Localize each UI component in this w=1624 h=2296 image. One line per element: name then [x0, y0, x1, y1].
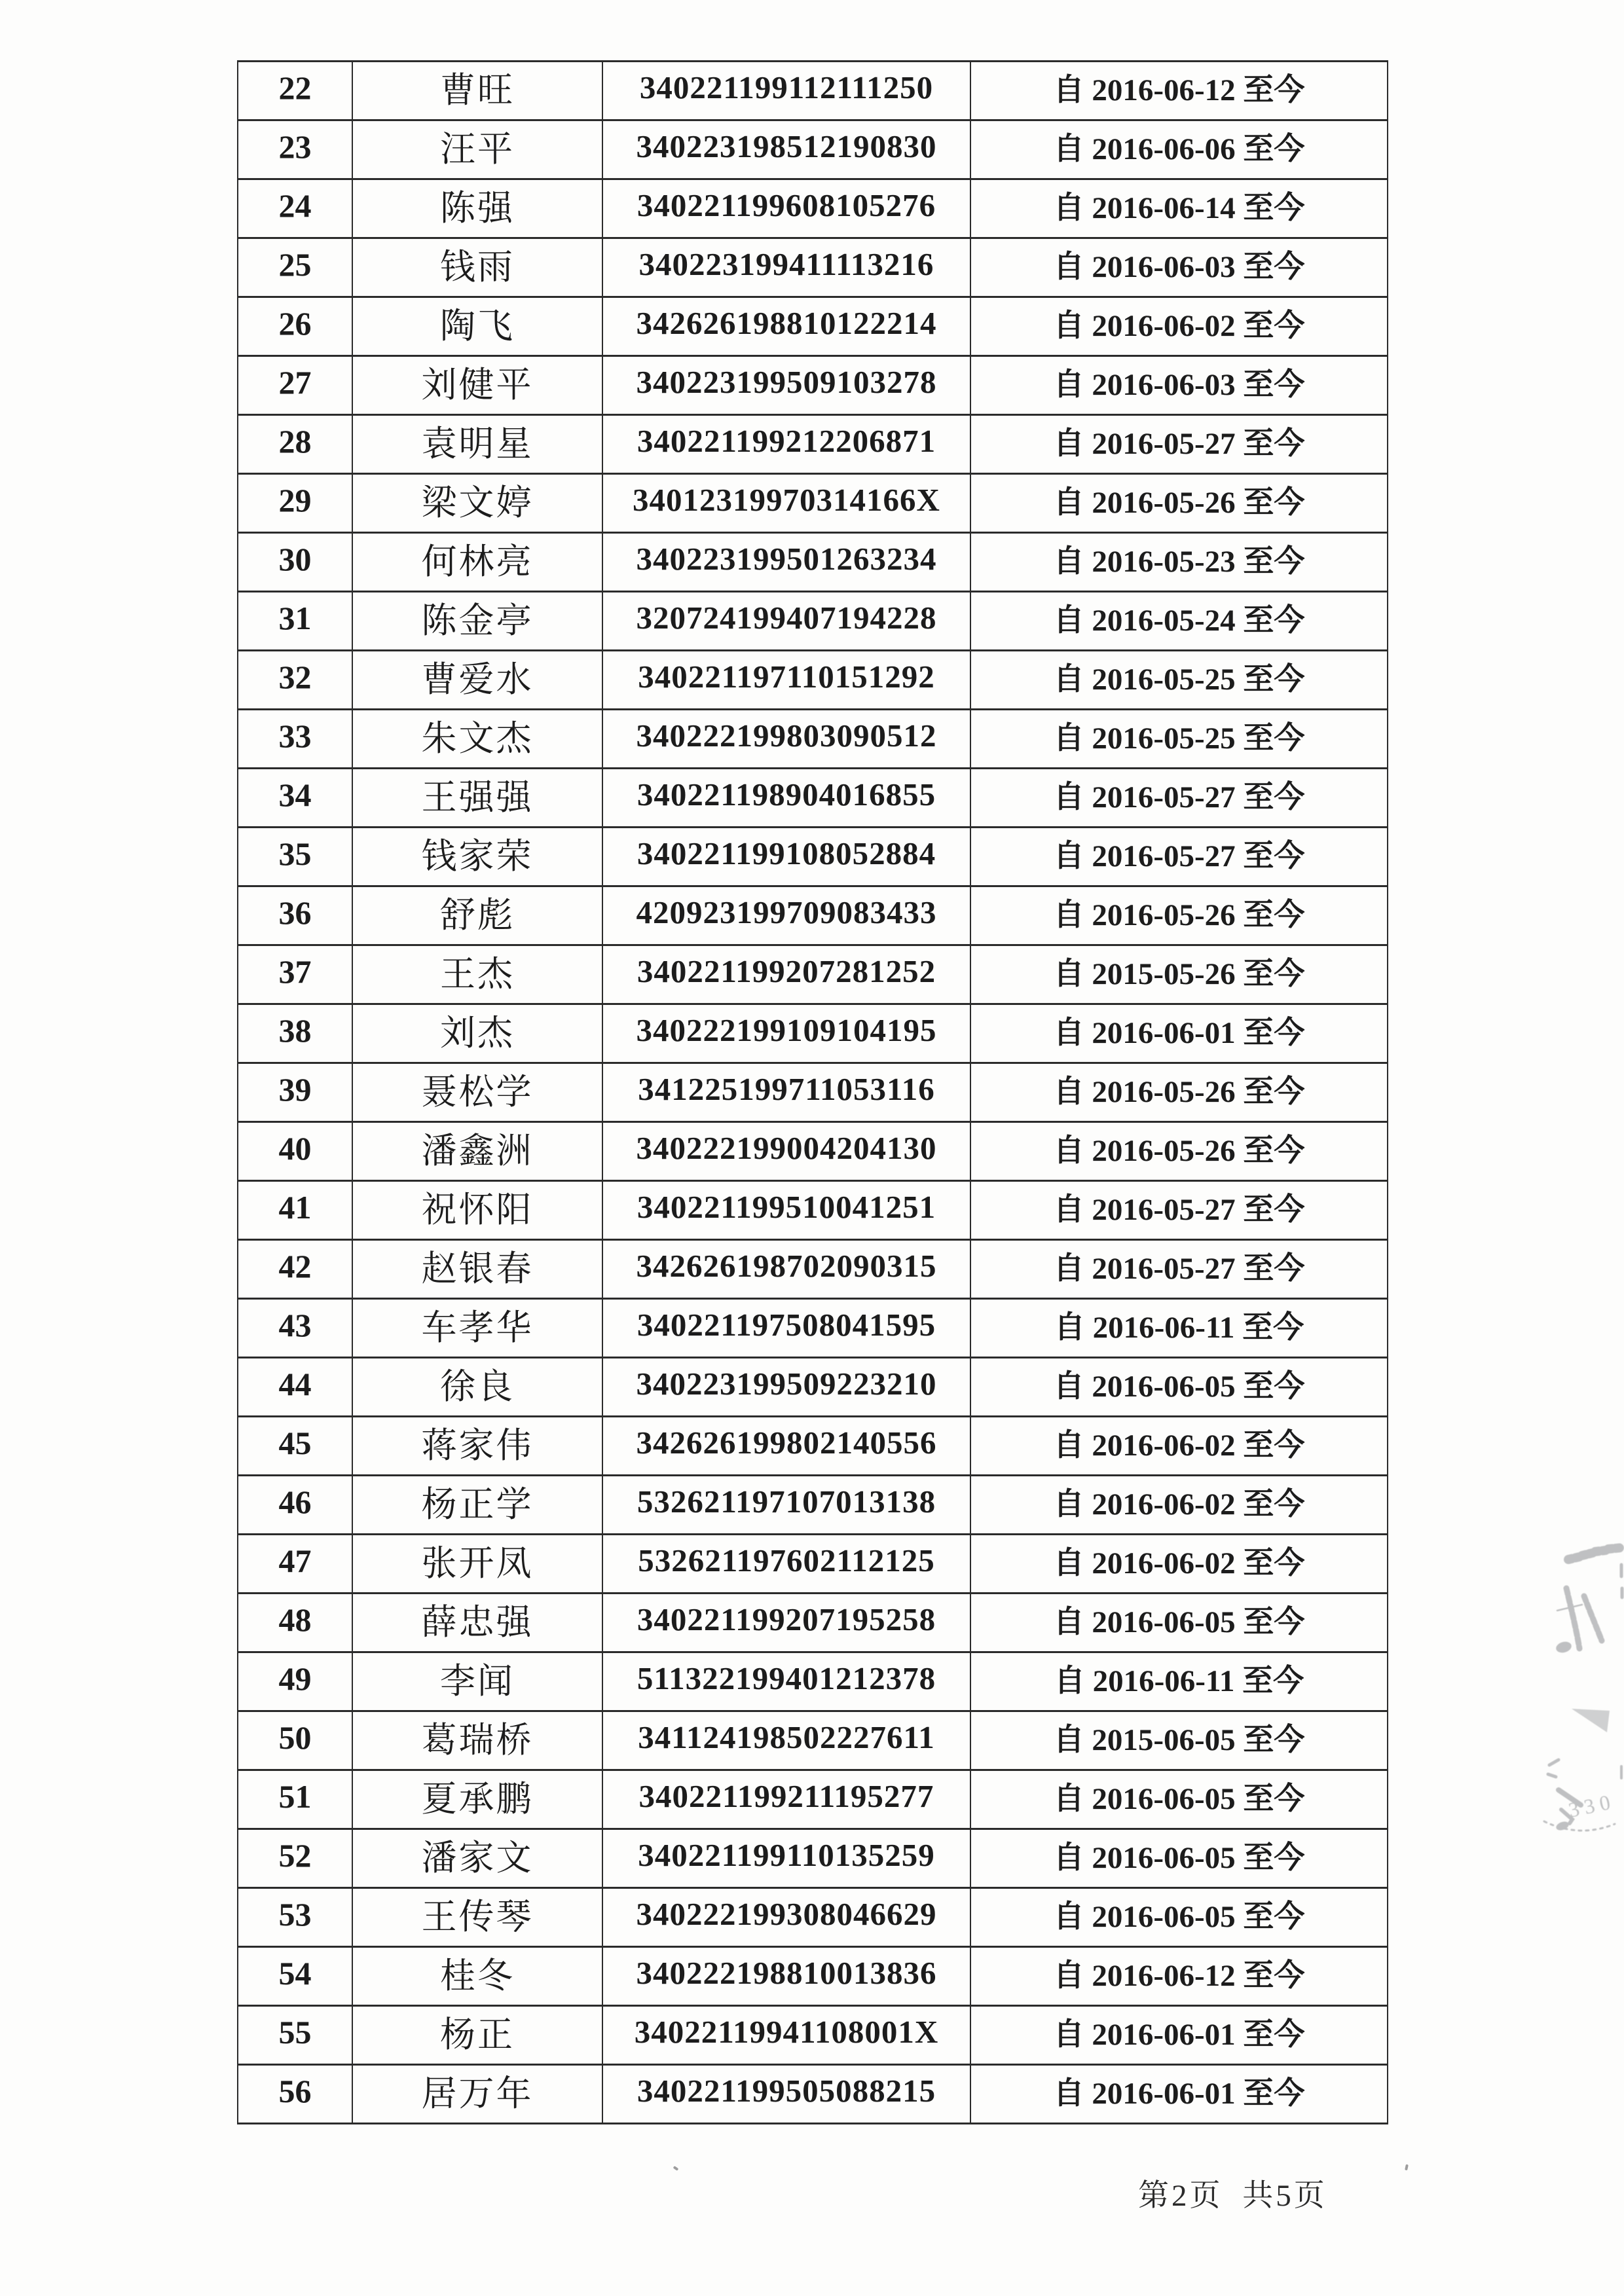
cell-id-number: 340222199803090512	[602, 710, 970, 769]
cell-person-name: 汪平	[352, 120, 602, 179]
cell-validity-period: 自 2016-05-26 至今	[970, 1122, 1388, 1181]
cell-validity-period: 自 2016-05-25 至今	[970, 710, 1388, 769]
cell-validity-period: 自 2016-05-27 至今	[970, 415, 1388, 474]
cell-validity-period: 自 2016-06-11 至今	[970, 1299, 1388, 1358]
table-row	[238, 474, 1388, 533]
table-row	[238, 769, 1388, 828]
cell-person-name: 钱雨	[352, 238, 602, 297]
cell-id-number: 340221199211195277	[602, 1770, 970, 1829]
table-row	[238, 1299, 1388, 1358]
cell-validity-period: 自 2015-06-05 至今	[970, 1711, 1388, 1770]
cell-id-number: 340223198512190830	[602, 120, 970, 179]
cell-validity-period: 自 2016-05-25 至今	[970, 651, 1388, 710]
table-row	[238, 1652, 1388, 1711]
cell-validity-period: 自 2016-06-14 至今	[970, 179, 1388, 238]
cell-row-number: 35	[238, 828, 352, 886]
cell-row-number: 32	[238, 651, 352, 710]
cell-person-name: 朱文杰	[352, 710, 602, 769]
stamp-number-text: 330	[1566, 1789, 1617, 1822]
cell-validity-period: 自 2016-06-01 至今	[970, 1004, 1388, 1063]
cell-id-number: 34012319970314166X	[602, 474, 970, 533]
cell-validity-period: 自 2016-06-02 至今	[970, 1417, 1388, 1476]
cell-row-number: 28	[238, 415, 352, 474]
cell-person-name: 钱家荣	[352, 828, 602, 886]
table-row	[238, 2065, 1388, 2124]
scan-speck	[1405, 2164, 1409, 2171]
cell-row-number: 46	[238, 1476, 352, 1535]
table-row	[238, 1122, 1388, 1181]
cell-id-number: 532621197602112125	[602, 1535, 970, 1594]
table-row	[238, 945, 1388, 1004]
cell-id-number: 511322199401212378	[602, 1652, 970, 1711]
cell-row-number: 40	[238, 1122, 352, 1181]
table-row	[238, 1358, 1388, 1417]
table-row	[238, 1947, 1388, 2006]
cell-person-name: 蒋家伟	[352, 1417, 602, 1476]
cell-person-name: 潘鑫洲	[352, 1122, 602, 1181]
cell-validity-period: 自 2016-05-27 至今	[970, 1240, 1388, 1299]
cell-person-name: 王强强	[352, 769, 602, 828]
cell-person-name: 张开凤	[352, 1535, 602, 1594]
cell-id-number: 340221199608105276	[602, 179, 970, 238]
cell-person-name: 赵银春	[352, 1240, 602, 1299]
cell-row-number: 41	[238, 1181, 352, 1240]
cell-person-name: 陈强	[352, 179, 602, 238]
cell-row-number: 23	[238, 120, 352, 179]
cell-row-number: 43	[238, 1299, 352, 1358]
cell-id-number: 341124198502227611	[602, 1711, 970, 1770]
cell-row-number: 54	[238, 1947, 352, 2006]
cell-id-number: 420923199709083433	[602, 886, 970, 945]
table-row	[238, 1829, 1388, 1888]
cell-person-name: 王传琴	[352, 1888, 602, 1947]
cell-validity-period: 自 2016-05-27 至今	[970, 1181, 1388, 1240]
table-row	[238, 356, 1388, 415]
cell-validity-period: 自 2016-06-05 至今	[970, 1358, 1388, 1417]
cell-validity-period: 自 2016-06-11 至今	[970, 1652, 1388, 1711]
cell-row-number: 56	[238, 2065, 352, 2124]
cell-validity-period: 自 2016-06-01 至今	[970, 2065, 1388, 2124]
cell-row-number: 30	[238, 533, 352, 592]
cell-validity-period: 自 2016-06-05 至今	[970, 1888, 1388, 1947]
cell-person-name: 杨正	[352, 2006, 602, 2065]
table-row	[238, 651, 1388, 710]
scan-speck	[673, 2166, 679, 2171]
cell-person-name: 聂松学	[352, 1063, 602, 1122]
cell-row-number: 52	[238, 1829, 352, 1888]
cell-id-number: 340221199108052884	[602, 828, 970, 886]
table-row	[238, 533, 1388, 592]
table-row	[238, 2006, 1388, 2065]
table-row	[238, 592, 1388, 651]
cell-row-number: 33	[238, 710, 352, 769]
cell-id-number: 342626198702090315	[602, 1240, 970, 1299]
cell-validity-period: 自 2016-06-12 至今	[970, 1947, 1388, 2006]
cell-person-name: 陈金亭	[352, 592, 602, 651]
cell-validity-period: 自 2016-06-02 至今	[970, 1535, 1388, 1594]
cell-id-number: 340222198810013836	[602, 1947, 970, 2006]
cell-id-number: 340221197110151292	[602, 651, 970, 710]
cell-validity-period: 自 2016-06-01 至今	[970, 2006, 1388, 2065]
cell-person-name: 李闻	[352, 1652, 602, 1711]
cell-validity-period: 自 2016-06-05 至今	[970, 1594, 1388, 1652]
cell-validity-period: 自 2016-05-26 至今	[970, 886, 1388, 945]
table-row	[238, 1770, 1388, 1829]
cell-person-name: 何林亮	[352, 533, 602, 592]
cell-person-name: 舒彪	[352, 886, 602, 945]
cell-row-number: 51	[238, 1770, 352, 1829]
cell-row-number: 37	[238, 945, 352, 1004]
cell-validity-period: 自 2016-05-24 至今	[970, 592, 1388, 651]
cell-id-number: 342626198810122214	[602, 297, 970, 356]
cell-validity-period: 自 2016-06-03 至今	[970, 238, 1388, 297]
cell-person-name: 陶飞	[352, 297, 602, 356]
cell-id-number: 340221199110135259	[602, 1829, 970, 1888]
cell-validity-period: 自 2016-06-02 至今	[970, 297, 1388, 356]
cell-row-number: 29	[238, 474, 352, 533]
table-row	[238, 1004, 1388, 1063]
table-row	[238, 179, 1388, 238]
table-row	[238, 1535, 1388, 1594]
cell-validity-period: 自 2016-06-05 至今	[970, 1770, 1388, 1829]
cell-id-number: 342626199802140556	[602, 1417, 970, 1476]
cell-row-number: 42	[238, 1240, 352, 1299]
cell-person-name: 居万年	[352, 2065, 602, 2124]
cell-id-number: 340221198904016855	[602, 769, 970, 828]
cell-row-number: 26	[238, 297, 352, 356]
cell-validity-period: 自 2016-05-27 至今	[970, 828, 1388, 886]
cell-person-name: 潘家文	[352, 1829, 602, 1888]
cell-person-name: 杨正学	[352, 1476, 602, 1535]
cell-id-number: 340221199505088215	[602, 2065, 970, 2124]
table-row	[238, 710, 1388, 769]
cell-row-number: 38	[238, 1004, 352, 1063]
cell-validity-period: 自 2016-05-26 至今	[970, 474, 1388, 533]
cell-id-number: 340223199509103278	[602, 356, 970, 415]
cell-person-name: 祝怀阳	[352, 1181, 602, 1240]
cell-id-number: 340221199207281252	[602, 945, 970, 1004]
table-row	[238, 1063, 1388, 1122]
cell-row-number: 48	[238, 1594, 352, 1652]
table-row	[238, 1240, 1388, 1299]
cell-row-number: 49	[238, 1652, 352, 1711]
cell-id-number: 340222199109104195	[602, 1004, 970, 1063]
cell-id-number: 340223199411113216	[602, 238, 970, 297]
cell-row-number: 24	[238, 179, 352, 238]
cell-id-number: 340223199501263234	[602, 533, 970, 592]
partial-stamp-imprint	[1506, 1525, 1624, 1892]
table-row	[238, 415, 1388, 474]
table-row	[238, 1181, 1388, 1240]
personnel-roster-table	[237, 60, 1388, 2124]
cell-person-name: 夏承鹏	[352, 1770, 602, 1829]
cell-validity-period: 自 2016-06-12 至今	[970, 62, 1388, 120]
cell-person-name: 梁文婷	[352, 474, 602, 533]
table-row	[238, 886, 1388, 945]
cell-row-number: 44	[238, 1358, 352, 1417]
table-row	[238, 1476, 1388, 1535]
cell-row-number: 34	[238, 769, 352, 828]
cell-id-number: 340222199004204130	[602, 1122, 970, 1181]
cell-id-number: 320724199407194228	[602, 592, 970, 651]
cell-id-number: 340221199212206871	[602, 415, 970, 474]
cell-validity-period: 自 2016-05-27 至今	[970, 769, 1388, 828]
cell-person-name: 袁明星	[352, 415, 602, 474]
cell-id-number: 340222199308046629	[602, 1888, 970, 1947]
cell-id-number: 340221199510041251	[602, 1181, 970, 1240]
cell-id-number: 340221199207195258	[602, 1594, 970, 1652]
table-row	[238, 1594, 1388, 1652]
cell-person-name: 刘健平	[352, 356, 602, 415]
cell-person-name: 曹爱水	[352, 651, 602, 710]
cell-id-number: 532621197107013138	[602, 1476, 970, 1535]
cell-validity-period: 自 2015-05-26 至今	[970, 945, 1388, 1004]
cell-id-number: 340221199112111250	[602, 62, 970, 120]
table-row	[238, 1711, 1388, 1770]
cell-row-number: 47	[238, 1535, 352, 1594]
cell-person-name: 徐良	[352, 1358, 602, 1417]
table-row	[238, 297, 1388, 356]
cell-validity-period: 自 2016-06-05 至今	[970, 1829, 1388, 1888]
cell-row-number: 22	[238, 62, 352, 120]
cell-row-number: 27	[238, 356, 352, 415]
table-row	[238, 1888, 1388, 1947]
cell-validity-period: 自 2016-06-03 至今	[970, 356, 1388, 415]
cell-row-number: 31	[238, 592, 352, 651]
cell-person-name: 车孝华	[352, 1299, 602, 1358]
cell-validity-period: 自 2016-06-06 至今	[970, 120, 1388, 179]
cell-row-number: 45	[238, 1417, 352, 1476]
table-row	[238, 1417, 1388, 1476]
table-row	[238, 62, 1388, 120]
cell-validity-period: 自 2016-05-23 至今	[970, 533, 1388, 592]
cell-row-number: 25	[238, 238, 352, 297]
table-row	[238, 238, 1388, 297]
cell-id-number: 340223199509223210	[602, 1358, 970, 1417]
cell-row-number: 53	[238, 1888, 352, 1947]
cell-person-name: 刘杰	[352, 1004, 602, 1063]
cell-validity-period: 自 2016-05-26 至今	[970, 1063, 1388, 1122]
cell-id-number: 34022119941108001X	[602, 2006, 970, 2065]
cell-id-number: 341225199711053116	[602, 1063, 970, 1122]
cell-person-name: 葛瑞桥	[352, 1711, 602, 1770]
cell-id-number: 340221197508041595	[602, 1299, 970, 1358]
cell-person-name: 桂冬	[352, 1947, 602, 2006]
page-number-footer: 第2页 共5页	[1138, 2179, 1327, 2213]
table-row	[238, 120, 1388, 179]
cell-validity-period: 自 2016-06-02 至今	[970, 1476, 1388, 1535]
cell-person-name: 薛忠强	[352, 1594, 602, 1652]
table-row	[238, 828, 1388, 886]
cell-person-name: 曹旺	[352, 62, 602, 120]
cell-row-number: 50	[238, 1711, 352, 1770]
cell-person-name: 王杰	[352, 945, 602, 1004]
cell-row-number: 39	[238, 1063, 352, 1122]
cell-row-number: 36	[238, 886, 352, 945]
cell-row-number: 55	[238, 2006, 352, 2065]
